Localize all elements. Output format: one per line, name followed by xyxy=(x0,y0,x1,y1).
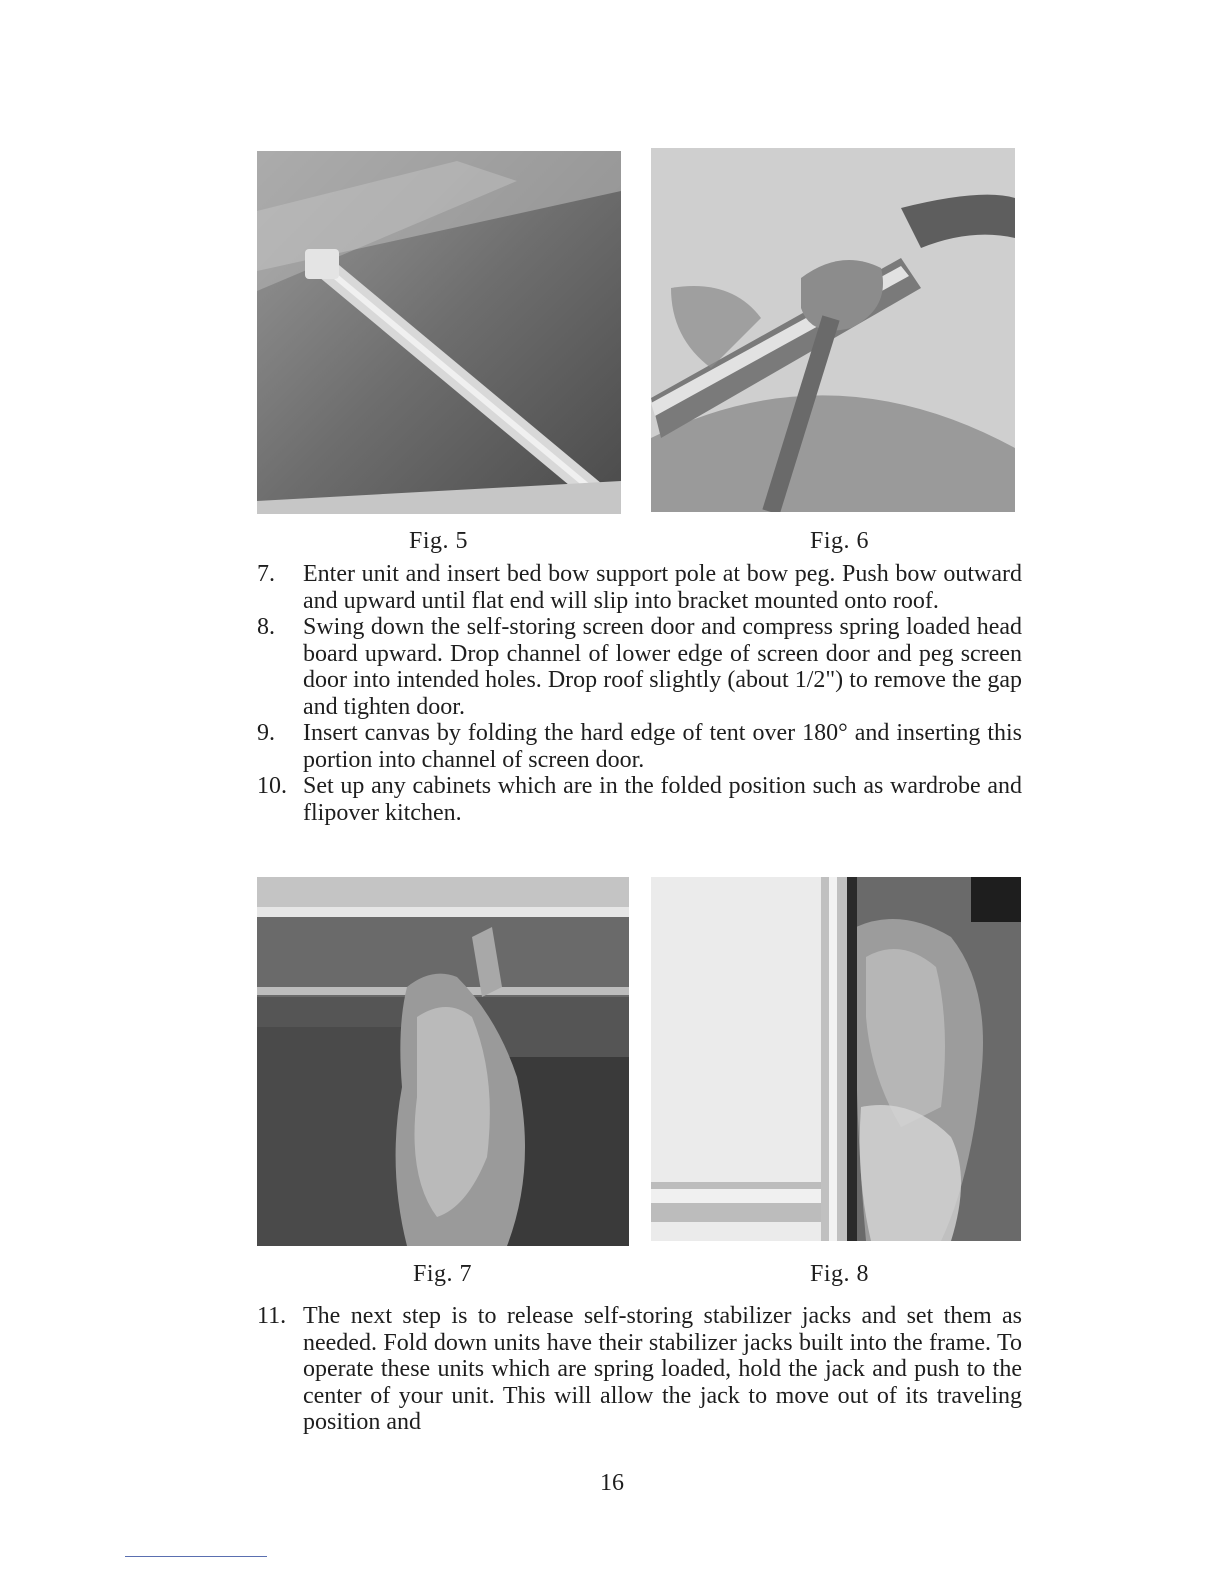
step-9 xyxy=(257,720,1022,773)
step-text: Enter unit and insert bed bow support pole at bow peg. Push bow outward and upward until flat end will slip into bracket mounted onto roof. xyxy=(303,561,1022,614)
footnote-rule xyxy=(125,1556,267,1557)
step-10 xyxy=(257,773,1022,826)
step-11 xyxy=(257,1303,1022,1436)
step-number: 9. xyxy=(257,720,275,746)
step-number: 7. xyxy=(257,561,275,587)
step-text: Set up any cabinets which are in the folded position such as wardrobe and flipover kitchen. xyxy=(303,773,1022,826)
steps-list-bottom xyxy=(257,1303,1022,1436)
figure-7-caption: Fig. 7 xyxy=(413,1261,473,1287)
figure-6-caption: Fig. 6 xyxy=(810,528,870,554)
page-number: 16 xyxy=(600,1470,624,1496)
step-7 xyxy=(257,561,1022,614)
step-number: 10. xyxy=(257,773,287,799)
step-text: The next step is to release self-storing stabilizer jacks and set them as needed. Fold down units have their stabilizer jacks built into the frame. To operate these units which are spring loaded, hold the jack and push to the center of your unit. This will allow the jack to move out of its traveling position and xyxy=(303,1303,1022,1435)
figure-5-photo xyxy=(257,151,621,514)
step-text: Insert canvas by folding the hard edge of tent over 180° and inserting this portion into channel of screen door. xyxy=(303,720,1022,773)
step-text: Swing down the self-storing screen door and compress spring loaded head board upward. Drop channel of lower edge of screen door and peg screen door into intended holes. Drop roof slightly (about 1/2") to remove the gap and tighten door. xyxy=(303,614,1022,720)
figure-5-caption: Fig. 5 xyxy=(409,528,469,554)
step-number: 11. xyxy=(257,1303,287,1329)
steps-list-top xyxy=(257,561,1022,826)
step-8 xyxy=(257,614,1022,720)
figure-6-photo xyxy=(651,148,1015,512)
figure-8-photo xyxy=(651,877,1021,1241)
step-number: 8. xyxy=(257,614,275,640)
figure-7-photo xyxy=(257,877,629,1246)
figure-8-caption: Fig. 8 xyxy=(810,1261,870,1287)
